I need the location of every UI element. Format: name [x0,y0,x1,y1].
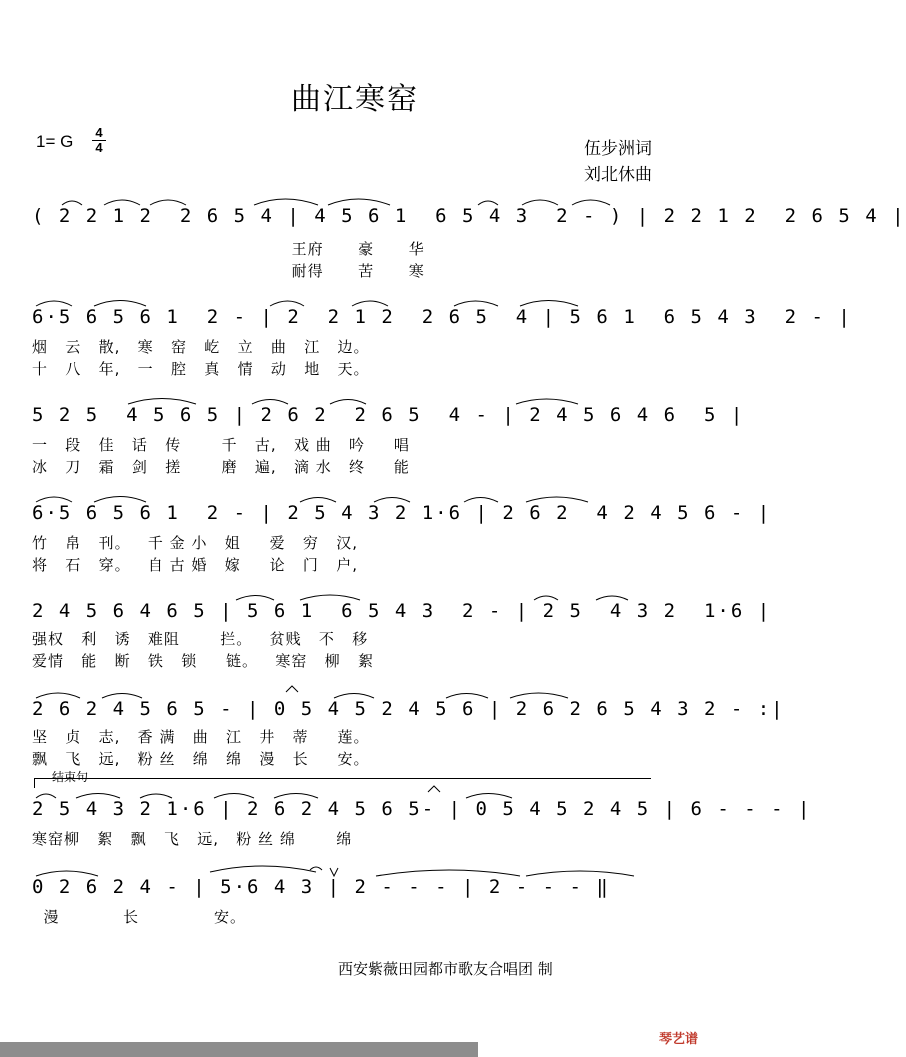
composer-credit: 刘北休曲 [584,165,652,185]
lyric-row-1-verse-1: 王府 豪 华 [32,240,425,258]
lyricist-credit: 伍步洲词 [584,139,652,159]
notation-row-2: 6·5 6 5 6 1 2 - | 2 2 1 2 2 6 5 4 | 5 6 1 6 5 4 3 2 - | [32,306,852,328]
notation-row-6: 2 6 2 4 5 6 5 - | 0 5 4 5 2 4 5 6 | 2 6 2 6 5 4 3 2 - :| [32,698,785,720]
ending-label: 结束句 [52,770,89,784]
watermark-logo: 琴艺谱 [658,1032,698,1047]
notation-row-7: 2 5 4 3 2 1·6 | 2 6 2 4 5 6 5- | 0 5 4 5 2 4 5 | 6 - - - | [32,798,812,820]
notation-row-3: 5 2 5 4 5 6 5 | 2 6 2 2 6 5 4 - | 2 4 5 6 4 6 5 | [32,404,745,426]
lyric-row-1-verse-2: 耐得 苦 寒 [32,262,425,280]
lyric-row-6-verse-1: 坚 贞 志, 香 满 曲 江 井 蒂 莲。 [32,728,370,746]
notation-row-4: 6·5 6 5 6 1 2 - | 2 5 4 3 2 1·6 | 2 6 2 4 2 4 5 6 - | [32,502,772,524]
notation-row-1: ( 2 2 1 2 2 6 5 4 | 4 5 6 1 6 5 4 3 2 - ) | 2 2 1 2 2 6 5 4 | [32,205,906,227]
notation-row-5: 2 4 5 6 4 6 5 | 5 6 1 6 5 4 3 2 - | 2 5 4 3 2 1·6 | [32,600,772,622]
key-signature: 1= G [36,132,74,151]
lyric-row-2-verse-1: 烟 云 散, 寒 窑 屹 立 曲 江 边。 [32,338,370,356]
time-signature-top: 4 [95,125,103,140]
lyric-row-4-verse-2: 将 石 穿。 自 古 婚 嫁 论 门 户, [32,556,358,574]
time-signature-bottom: 4 [92,140,106,155]
lyric-row-6-verse-2: 飘 飞 远, 粉 丝 绵 绵 漫 长 安。 [32,750,370,768]
lyric-row-4-verse-1: 竹 帛 刊。 千 金 小 姐 爱 穷 汉, [32,534,358,552]
lyric-row-5-verse-1: 强权 利 诱 难阻 拦。 贫贱 不 移 [32,630,369,648]
publisher-credit: 西安紫薇田园都市歌友合唱团 制 [338,960,553,978]
lyric-row-8: 漫 长 安。 [32,908,246,926]
song-title: 曲江寒窑 [291,82,419,117]
lyric-row-3-verse-2: 冰 刀 霜 剑 搓 磨 遍, 滴 水 终 能 [32,458,410,476]
bottom-scroll-bar [0,1042,478,1057]
notation-row-8: 0 2 6 2 4 - | 5·6 4 3 | 2 - - - | 2 - - - ‖ [32,876,610,898]
lyric-row-7: 寒窑柳 絮 飘 飞 远, 粉 丝 绵 绵 [32,830,353,848]
lyric-row-2-verse-2: 十 八 年, 一 腔 真 情 动 地 天。 [32,360,370,378]
lyric-row-5-verse-2: 爱情 能 断 铁 锁 链。 寒窑 柳 絮 [32,652,374,670]
lyric-row-3-verse-1: 一 段 佳 话 传 千 古, 戏 曲 吟 唱 [32,436,410,454]
